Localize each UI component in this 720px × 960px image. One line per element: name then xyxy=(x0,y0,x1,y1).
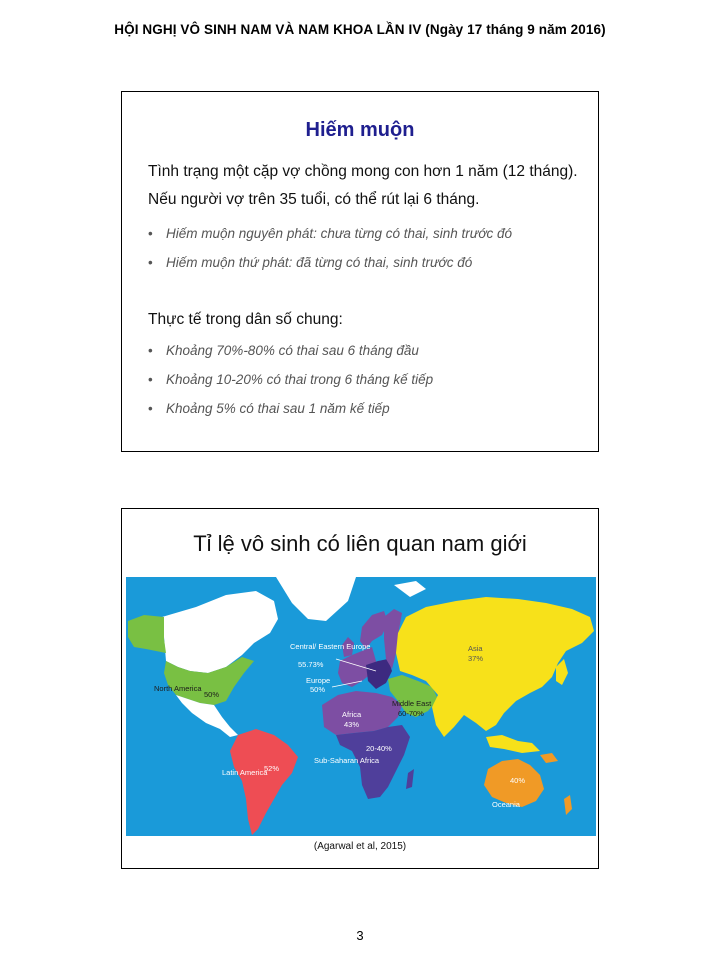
list-item: • Khoảng 5% có thai sau 1 năm kế tiếp xyxy=(148,394,433,423)
value-central-eastern-europe: 55.73% xyxy=(298,660,324,669)
facts-heading: Thực tế trong dân số chung: xyxy=(148,311,343,328)
value-middle-east: 60-70% xyxy=(398,709,424,718)
list-item: • Hiếm muộn nguyên phát: chưa từng có thai, sinh trước đó xyxy=(148,219,512,248)
slide-title: Hiếm muộn xyxy=(305,119,415,141)
label-middle-east: Middle East xyxy=(392,699,432,708)
label-europe: Europe xyxy=(306,676,331,685)
list-item: • Hiếm muộn thứ phát: đã từng có thai, sinh trước đó xyxy=(148,248,512,277)
label-oceania: Oceania xyxy=(492,800,520,809)
value-oceania: 40% xyxy=(510,776,526,785)
label-asia: Asia xyxy=(468,644,483,653)
infertility-types-list xyxy=(148,219,512,277)
slide-infertility-definition xyxy=(121,91,599,452)
facts-list xyxy=(148,336,433,423)
label-north-america: North America xyxy=(154,684,202,693)
definition-text: Tình trạng một cặp vợ chồng mong con hơn 1 năm (12 tháng). Nếu người vợ trên 35 tuổi, có thể rút lại 6 tháng. xyxy=(148,163,578,208)
value-asia: 37% xyxy=(468,654,484,663)
list-item: • Khoảng 10-20% có thai trong 6 tháng kế tiếp xyxy=(148,365,433,394)
value-europe: 50% xyxy=(310,685,326,694)
value-sub-saharan-africa: 20-40% xyxy=(366,744,392,753)
label-central-eastern-europe: Central/ Eastern Europe xyxy=(290,642,371,651)
label-latin-america: Latin America xyxy=(222,768,268,777)
value-latin-america: 52% xyxy=(264,764,280,773)
world-map xyxy=(126,577,596,836)
label-africa: Africa xyxy=(342,710,362,719)
citation: (Agarwal et al, 2015) xyxy=(313,841,407,852)
page-number: 3 xyxy=(356,928,364,943)
value-africa: 43% xyxy=(344,720,360,729)
value-north-america: 50% xyxy=(204,690,220,699)
slide-male-infertility-map xyxy=(121,508,599,869)
slide-title: Tỉ lệ vô sinh có liên quan nam giới xyxy=(193,531,527,556)
list-item: • Khoảng 70%-80% có thai sau 6 tháng đầu xyxy=(148,336,433,365)
conference-header: HỘI NGHỊ VÔ SINH NAM VÀ NAM KHOA LẦN IV (Ngày 17 tháng 9 năm 2016) xyxy=(114,22,606,37)
label-sub-saharan-africa: Sub-Saharan Africa xyxy=(314,756,380,765)
